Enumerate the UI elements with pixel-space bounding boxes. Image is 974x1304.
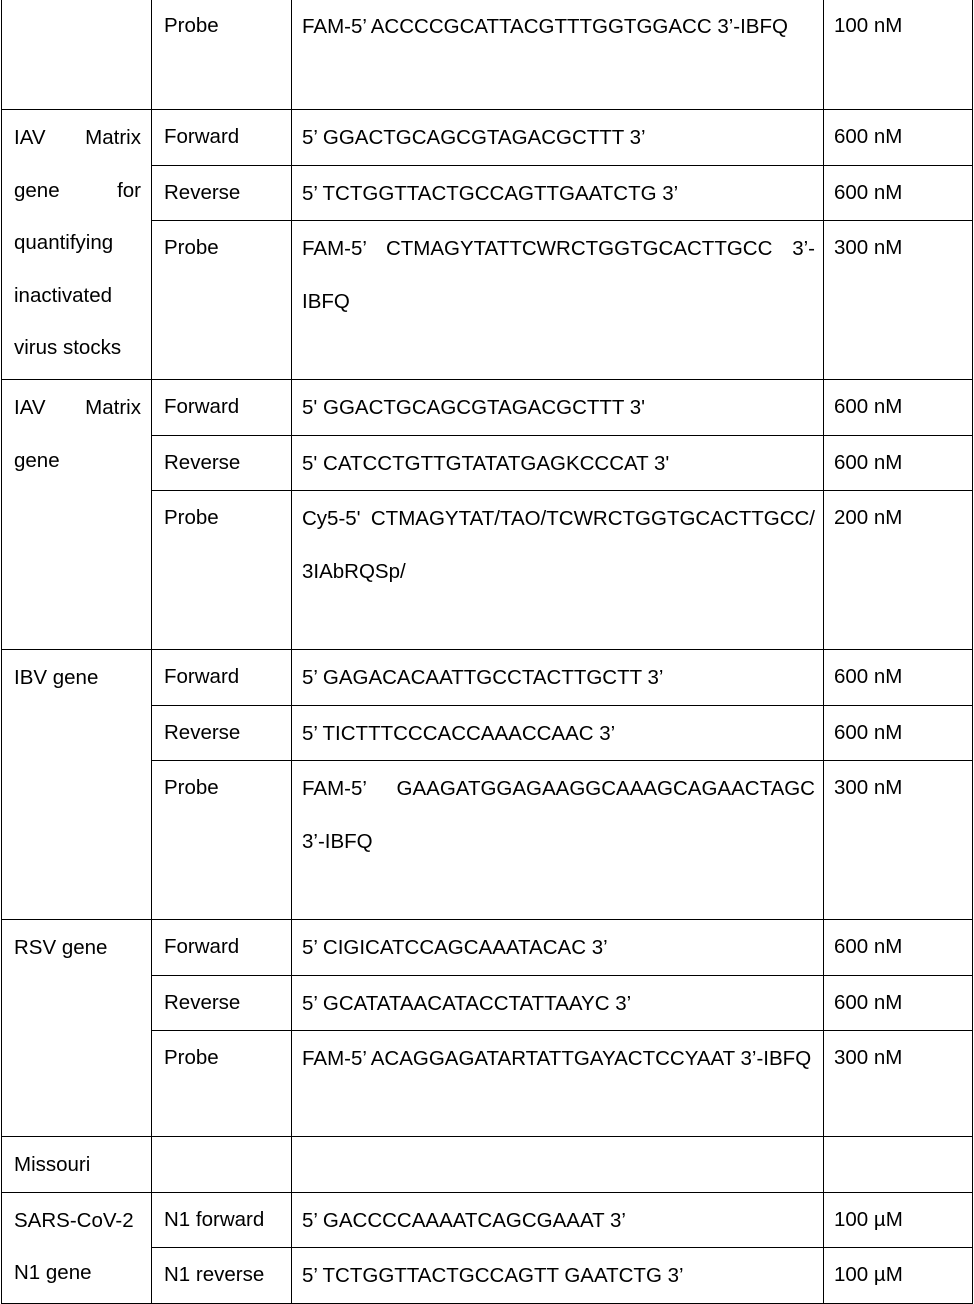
sequence-cell: 5’ GAGACACAATTGCCTACTTGCTT 3’ bbox=[292, 650, 824, 706]
table-row bbox=[2, 110, 973, 166]
oligo-type-cell: Probe bbox=[152, 1031, 292, 1137]
oligo-type-cell: Reverse bbox=[152, 165, 292, 221]
concentration-cell: 200 nM bbox=[824, 491, 973, 650]
concentration-cell: 600 nM bbox=[824, 435, 973, 491]
sequence-cell: 5’ GGACTGCAGCGTAGACGCTTT 3’ bbox=[292, 110, 824, 166]
gene-cell: IBV gene bbox=[2, 650, 152, 920]
concentration-cell: 600 nM bbox=[824, 165, 973, 221]
gene-cell: Missouri bbox=[2, 1137, 152, 1193]
sequence-cell: Cy5-5' CTMAGYTAT/TAO/TCWRCTGGTGCACTTGCC/ 3IAbRQSp/ bbox=[292, 491, 824, 650]
oligo-type-cell: Forward bbox=[152, 380, 292, 436]
oligo-type-cell: Forward bbox=[152, 110, 292, 166]
concentration-cell: 300 nM bbox=[824, 761, 973, 920]
gene-cell: IAV Matrix gene for quantifying inactivated virus stocks bbox=[2, 110, 152, 380]
concentration-cell: 600 nM bbox=[824, 380, 973, 436]
oligo-type-cell: Reverse bbox=[152, 705, 292, 761]
primer-probe-table bbox=[1, 0, 973, 1304]
concentration-cell: 600 nM bbox=[824, 705, 973, 761]
sequence-cell: 5’ GACCCCAAAATCAGCGAAAT 3’ bbox=[292, 1192, 824, 1248]
sequence-cell: FAM-5’ ACCCCGCATTACGTTTGGTGGACC 3’-IBFQ bbox=[292, 0, 824, 110]
concentration-cell bbox=[824, 1137, 973, 1193]
gene-cell: IAV Matrix gene bbox=[2, 380, 152, 650]
gene-cell: SARS-CoV-2 N1 gene bbox=[2, 1192, 152, 1303]
oligo-type-cell: Forward bbox=[152, 920, 292, 976]
concentration-cell: 600 nM bbox=[824, 920, 973, 976]
table-row bbox=[2, 1192, 973, 1248]
oligo-type-cell: N1 reverse bbox=[152, 1248, 292, 1304]
table-row bbox=[2, 380, 973, 436]
table-row bbox=[2, 1137, 973, 1193]
sequence-cell: 5’ CIGICATCCAGCAAATACAC 3’ bbox=[292, 920, 824, 976]
sequence-cell: 5’ GCATATAACATACCTATTAAYC 3’ bbox=[292, 975, 824, 1031]
oligo-type-cell: Probe bbox=[152, 0, 292, 110]
table-row bbox=[2, 920, 973, 976]
oligo-type-cell: Reverse bbox=[152, 435, 292, 491]
sequence-cell: 5' GGACTGCAGCGTAGACGCTTT 3' bbox=[292, 380, 824, 436]
sequence-cell: 5’ TCTGGTTACTGCCAGTTGAATCTG 3’ bbox=[292, 165, 824, 221]
sequence-cell: FAM-5’ CTMAGYTATTCWRCTGGTGCACTTGCC 3’-IBFQ bbox=[292, 221, 824, 380]
sequence-cell: FAM-5’ GAAGATGGAGAAGGCAAAGCAGAACTAGC 3’-IBFQ bbox=[292, 761, 824, 920]
sequence-cell bbox=[292, 1137, 824, 1193]
table-row bbox=[2, 650, 973, 706]
concentration-cell: 300 nM bbox=[824, 221, 973, 380]
concentration-cell: 300 nM bbox=[824, 1031, 973, 1137]
concentration-cell: 600 nM bbox=[824, 110, 973, 166]
sequence-cell: 5' CATCCTGTTGTATATGAGKCCCAT 3' bbox=[292, 435, 824, 491]
sequence-cell: 5’ TICTTTCCCACCAAACCAAC 3’ bbox=[292, 705, 824, 761]
oligo-type-cell: Probe bbox=[152, 221, 292, 380]
table-row bbox=[2, 0, 973, 110]
concentration-cell: 600 nM bbox=[824, 650, 973, 706]
oligo-type-cell: Forward bbox=[152, 650, 292, 706]
concentration-cell: 600 nM bbox=[824, 975, 973, 1031]
oligo-type-cell: Probe bbox=[152, 491, 292, 650]
concentration-cell: 100 nM bbox=[824, 0, 973, 110]
sequence-cell: FAM-5’ ACAGGAGATARTATTGAYACTCCYAAT 3’-IBFQ bbox=[292, 1031, 824, 1137]
concentration-cell: 100 µM bbox=[824, 1248, 973, 1304]
sequence-cell: 5’ TCTGGTTACTGCCAGTT GAATCTG 3’ bbox=[292, 1248, 824, 1304]
concentration-cell: 100 µM bbox=[824, 1192, 973, 1248]
gene-cell: RSV gene bbox=[2, 920, 152, 1137]
gene-cell bbox=[2, 0, 152, 110]
oligo-type-cell: Reverse bbox=[152, 975, 292, 1031]
oligo-type-cell: Probe bbox=[152, 761, 292, 920]
oligo-type-cell bbox=[152, 1137, 292, 1193]
oligo-type-cell: N1 forward bbox=[152, 1192, 292, 1248]
